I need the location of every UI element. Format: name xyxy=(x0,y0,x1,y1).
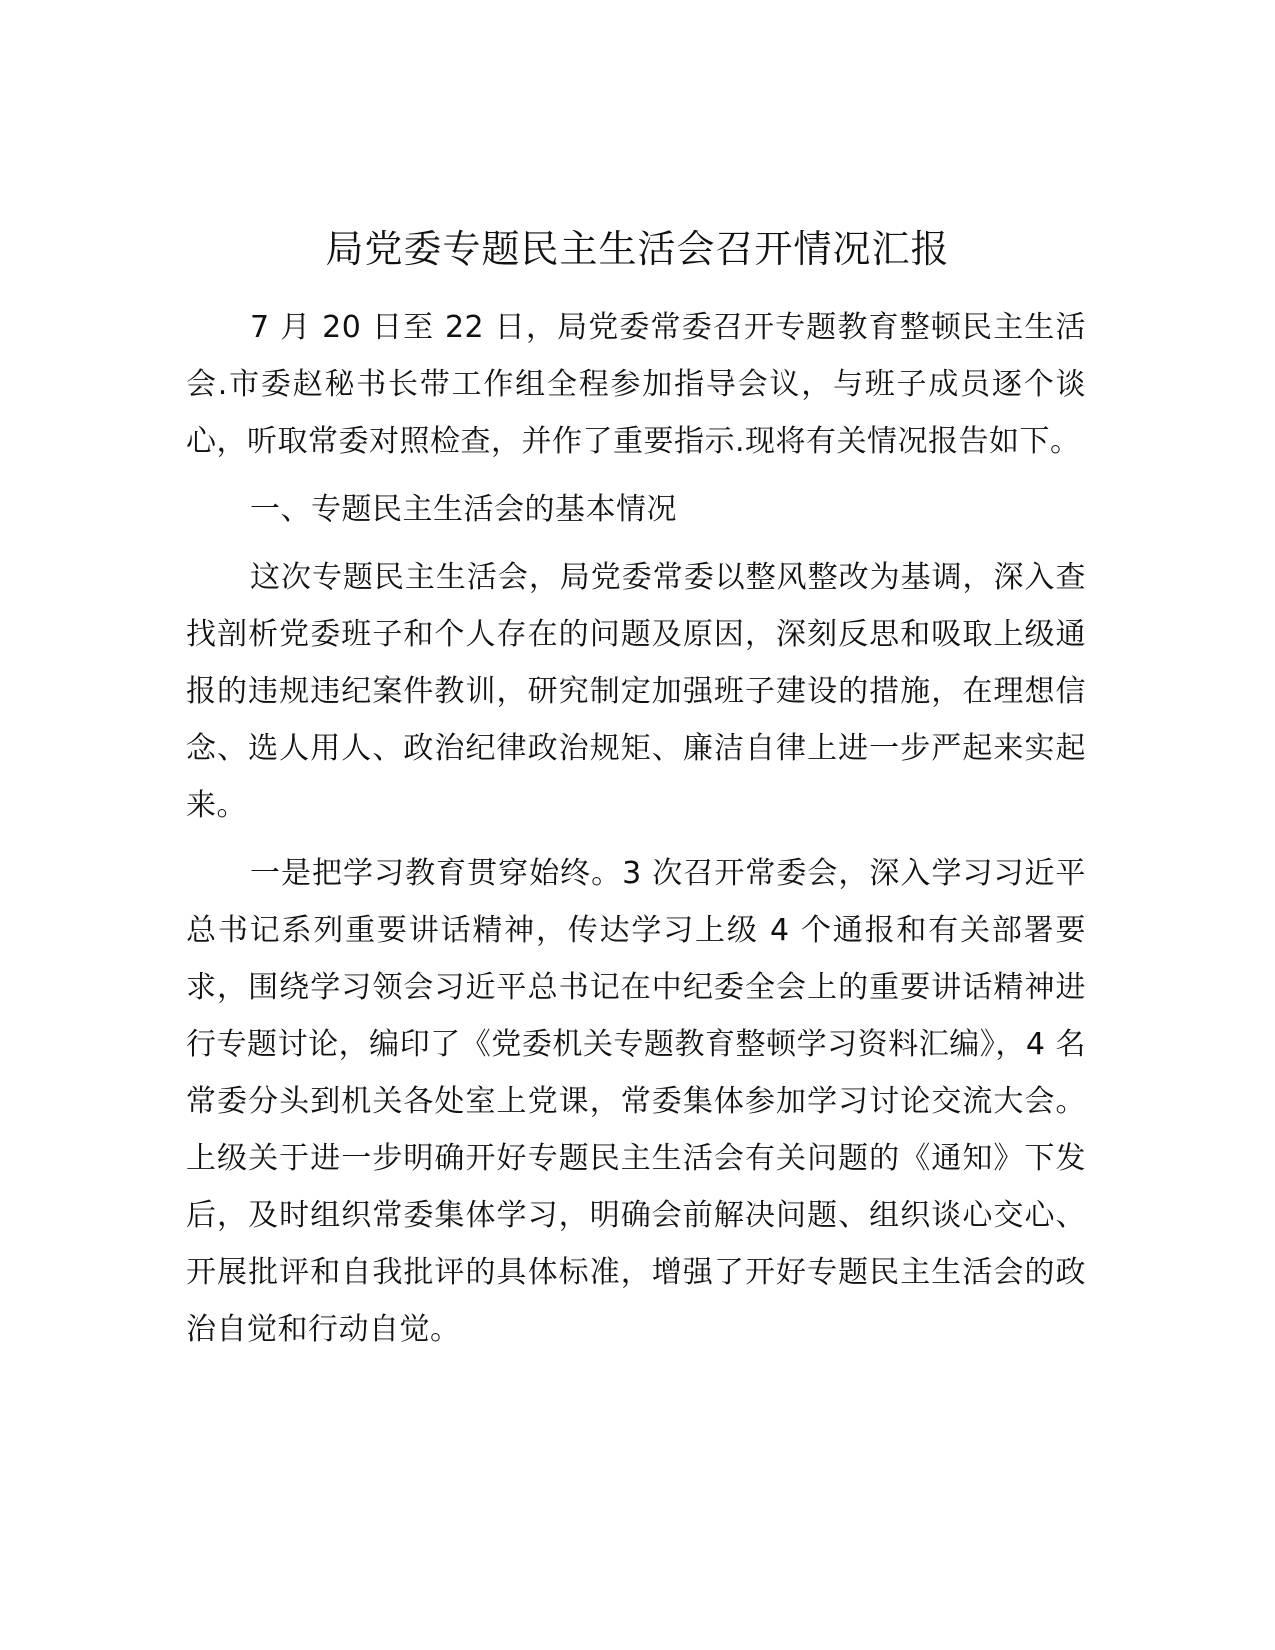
paragraph-overview: 这次专题民主生活会，局党委常委以整风整改为基调，深入查找剖析党委班子和个人存在的问题及原因，深刻反思和吸取上级通报的违规违纪案件教训，研究制定加强班子建设的措施，在理想信念、选人用人、政治纪律政治规矩、廉洁自律上进一步严起来实起来。 xyxy=(186,560,1086,823)
paragraph-study-education: 一是把学习教育贯穿始终。3 次召开常委会，深入学习习近平总书记系列重要讲话精神，传达学习上级 4 个通报和有关部署要求，围绕学习领会习近平总书记在中纪委全会上的重要讲话精神进行专题讨论，编印了《党委机关专题教育整顿学习资料汇编》，4 名常委分头到机关各处室上党课，常委集体参加学习讨论交流大会。上级关于进一步明确开好专题民主生活会有关问题的《通知》下发后，及时组织常委集体学习，明确会前解决问题、组织谈心交心、开展批评和自我批评的具体标准，增强了开好专题民主生活会的政治自觉和行动自觉。 xyxy=(186,856,1086,1347)
paragraph-intro: 7 月 20 日至 22 日，局党委常委召开专题教育整顿民主生活会.市委赵秘书长带工作组全程参加指导会议，与班子成员逐个谈心，听取常委对照检查，并作了重要指示.现将有关情况报告如下。 xyxy=(186,310,1086,459)
document-body xyxy=(186,299,1086,1369)
document-title: 局党委专题民主生活会召开情况汇报 xyxy=(325,227,950,271)
section-heading-basic-situation: 一、专题民主生活会的基本情况 xyxy=(250,492,677,527)
